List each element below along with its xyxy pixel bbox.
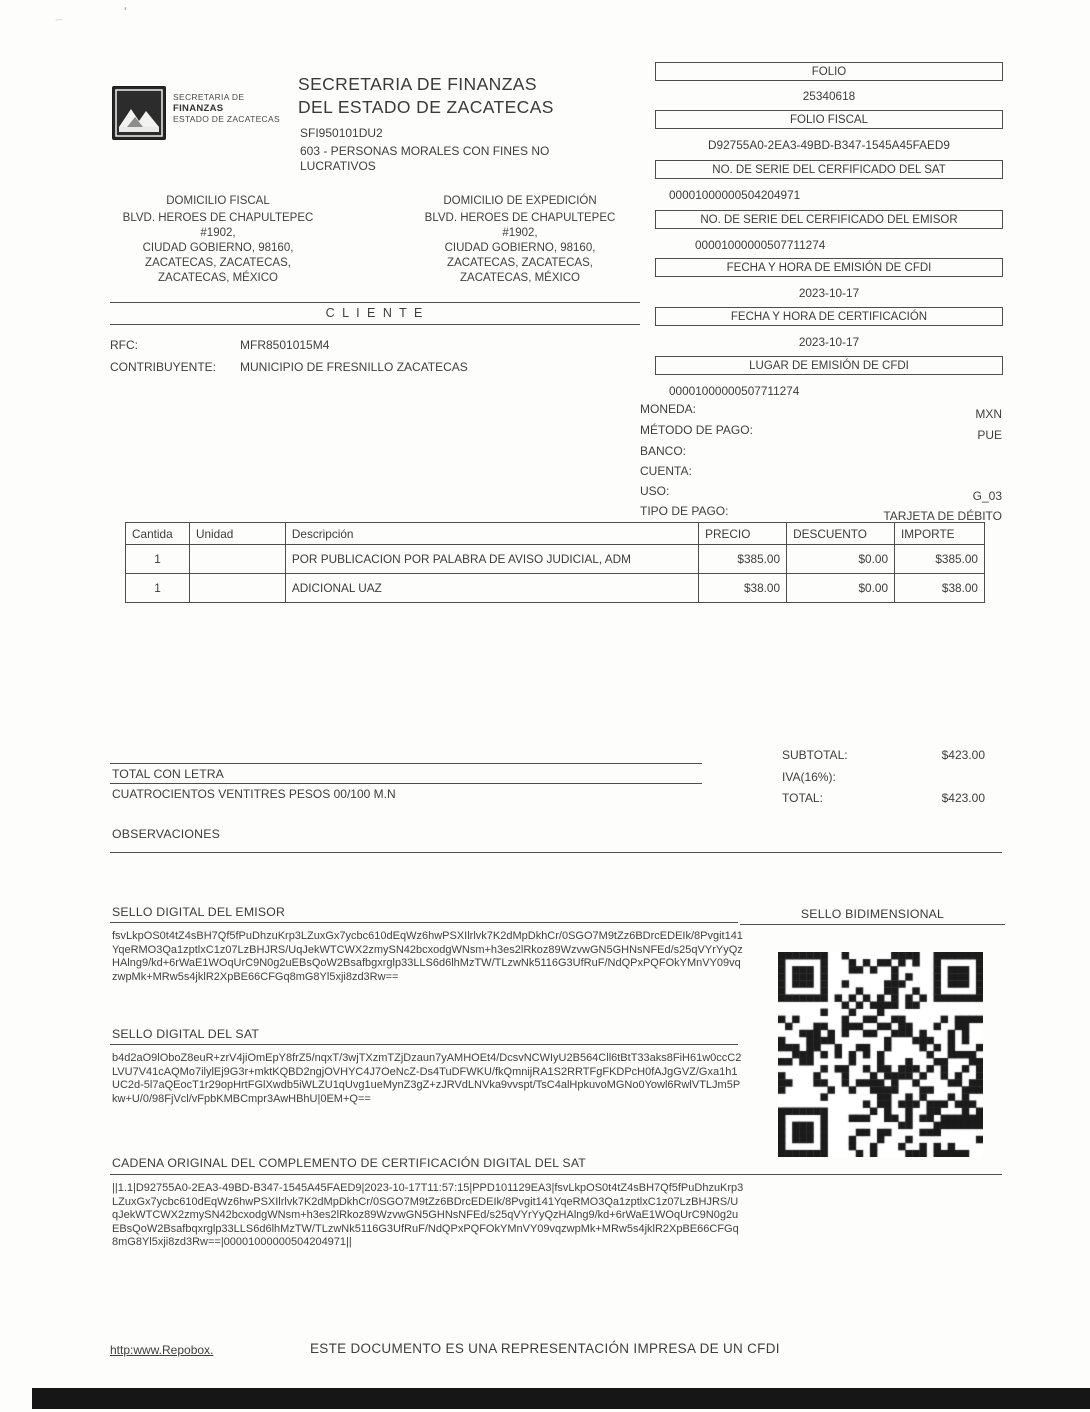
rfc-value: MFR8501015M4 — [240, 338, 330, 352]
cell-precio: $385.00 — [699, 545, 787, 574]
finanzas-logo — [112, 86, 166, 140]
fecha-emision-label: FECHA Y HORA DE EMISIÓN DE CFDI — [655, 258, 1003, 277]
tipo-pago-value: TARJETA DE DÉBITO — [883, 509, 1002, 523]
domicilio-expedicion-line: BLVD. HEROES DE CHAPULTEPEC — [424, 212, 616, 224]
cliente-section-title: C L I E N T E — [325, 306, 425, 320]
sello-bidimensional-title: SELLO BIDIMENSIONAL — [800, 907, 945, 921]
divider — [110, 324, 640, 325]
subtotal-row — [782, 748, 985, 762]
domicilio-expedicion-line: ZACATECAS, ZACATECAS, — [447, 257, 593, 269]
divider — [110, 1174, 1002, 1175]
fecha-emision-value: 2023-10-17 — [798, 286, 860, 300]
moneda-label: MONEDA: — [640, 402, 697, 416]
divider — [110, 852, 1002, 853]
tipo-pago-row — [640, 504, 1002, 523]
cell-precio: $38.00 — [699, 574, 787, 603]
header-importe: IMPORTE — [895, 523, 985, 545]
cell-importe: $385.00 — [895, 545, 985, 574]
serie-sat-label: NO. DE SERIE DEL CERFIFICADO DEL SAT — [655, 160, 1003, 179]
domicilio-expedicion — [405, 194, 635, 286]
banco-label: BANCO: — [640, 444, 687, 458]
logo-caption-line2: FINANZAS — [173, 103, 224, 114]
contribuyente-label: CONTRIBUYENTE: — [110, 360, 217, 374]
domicilio-expedicion-line: CIUDAD GOBIERNO, 98160, — [444, 242, 596, 254]
banco-row — [640, 444, 1002, 458]
items-table — [125, 522, 985, 603]
domicilio-fiscal-line: ZACATECAS, ZACATECAS, — [145, 257, 291, 269]
table-row — [126, 545, 985, 574]
cell-importe: $38.00 — [895, 574, 985, 603]
cadena-text: ||1.1|D92755A0-2EA3-49BD-B347-1545A45FAED9|2023-10-17T11:57:15|PPD101129EA3|fsvLkpOS0t4tZ4sBH7Qf5fPuDhzuKrp3LZuxGx7ycbc610dEqWz6hwPSXIlrlvk7K2dMpDkhCr/0SGO7M9tZz6BDrcEDEIk/8Pvgit141YqeRMO3Qa1zptlxC1z07LzBHJRS/UqJekWTCWX2zmySN42bcxodgWNsm+h3es2lRkoz89WzvwGN5GHNsNFEd/s25qVYrYyQzHAlng9/kd+6rWaE1WOqUrC9N0g2uEBsQoW2Bsafbqxrglp33LLS6d6lhMzTW/TLzwNk5116G3UfRuF/NdQPxPQFOkYMnVY09vqzwpMk+MRw5s4jklR2XpBE66CFGq8mG8Yl5xji8zd3Rw==|00001000000504204971|| — [112, 1182, 744, 1249]
total-row — [782, 791, 985, 805]
cell-cantidad: 1 — [126, 574, 190, 603]
scan-smudge: ~ — [53, 11, 65, 28]
divider — [110, 1044, 738, 1045]
cuenta-label: CUENTA: — [640, 464, 692, 478]
cell-descuento: $0.00 — [787, 574, 895, 603]
metodo-pago-label: MÉTODO DE PAGO: — [640, 423, 753, 437]
cell-descuento: $0.00 — [787, 545, 895, 574]
cuenta-row — [640, 464, 1002, 478]
serie-emisor-value: 00001000000507711274 — [695, 238, 826, 252]
domicilio-fiscal — [103, 194, 333, 286]
serie-emisor-label: NO. DE SERIE DEL CERFIFICADO DEL EMISOR — [655, 210, 1003, 229]
logo-caption-line3: ESTADO DE ZACATECAS — [173, 114, 280, 124]
contribuyente-value: MUNICIPIO DE FRESNILLO ZACATECAS — [240, 360, 468, 374]
qr-code — [778, 952, 983, 1157]
domicilio-fiscal-line: #1902, — [200, 227, 236, 239]
domicilio-fiscal-title: DOMICILIO FISCAL — [166, 195, 270, 207]
moneda-value: MXN — [975, 407, 1002, 421]
sello-emisor-text: fsvLkpOS0t4tZ4sBH7Qf5fPuDhzuKrp3LZuxGx7ycbc610dEqWz6hwPSXIlrlvk7K2dMpDkhCr/0SGO7M9tZz6BDrcEDEIk/8Pvgit141YqeRMO3Qa1zptlxC1z07LzBHJRS/UqJekWTCWX2zmySN42bcxodgWNsm+h3es2lRkoz89WzvwGN5GHNsNFEd/s25qVYrYyQzHAlng9/kd+6rWaE1WOqUrC9N0g2uEBsQoW2Bsafbgxrglp33LLS6d6lhMzTW/TLzwNk5116G3UfRuF/NdQPxPQFOkYMnVY09vqzwpMk+MRw5s4jklR2XpBE66CFGq8mG8Yl5xji8zd3Rw== — [112, 930, 743, 983]
serie-sat-value: 00001000000504204971 — [669, 188, 801, 202]
uso-value: G_03 — [972, 489, 1002, 503]
folio-value: 25340618 — [802, 89, 856, 103]
scan-mark: ʹ — [124, 4, 127, 19]
subtotal-label: SUBTOTAL: — [782, 748, 848, 762]
header-precio: PRECIO — [699, 523, 787, 545]
divider — [110, 302, 640, 303]
domicilio-fiscal-line: ZACATECAS, MÉXICO — [158, 272, 278, 284]
items-header-row — [126, 523, 985, 545]
domicilio-expedicion-line: ZACATECAS, MÉXICO — [460, 272, 580, 284]
issuer-title — [298, 73, 554, 119]
fecha-certificacion-value: 2023-10-17 — [798, 335, 860, 349]
header-descuento: DESCUENTO — [787, 523, 895, 545]
sello-sat-title: SELLO DIGITAL DEL SAT — [112, 1027, 260, 1041]
uso-row — [640, 484, 1002, 503]
divider — [110, 763, 702, 764]
folio-label: FOLIO — [655, 62, 1003, 81]
cell-descripcion: POR PUBLICACION POR PALABRA DE AVISO JUDICIAL, ADM — [285, 545, 698, 574]
sello-sat-text: b4d2aO9lOboZ8euR+zrV4jiOmEpY8frZ5/nqxT/3wjTXzmTZjDzaun7yAMHOEt4/DcsvNCWIyU2B564Cll6tBtT33aks8FiH61w0ccC2LVU7V41cAQMo7ilylEj9G3r+mktKQBD2ngjOVHYC4J7OeNcZ-Ds4TuDFWKU/fkQmnijRA1S2RRTFgFKDPcH0fAJgGVZ/Gxa1h1UC2d-5l7aQEocT1r29opHrtFGlXwdb5iWLZU1qUvg1ueMynZ3gZ+zJRVdLNVka9vvspt/TsC4alHpkuvoMGNo0Yowl6RwlVTLJm5Pkw+U/0/98FjVcl/vFpbKMBCmpr3AwHBhU|0EM+Q== — [112, 1052, 742, 1105]
header-unidad: Unidad — [189, 523, 285, 545]
logo-caption — [173, 92, 280, 125]
moneda-row — [640, 402, 1002, 421]
metodo-pago-value: PUE — [977, 428, 1002, 442]
cell-descripcion: ADICIONAL UAZ — [285, 574, 698, 603]
lugar-emision-label: LUGAR DE EMISIÓN DE CFDI — [655, 356, 1003, 375]
uso-label: USO: — [640, 484, 670, 498]
cell-unidad — [189, 574, 285, 603]
divider — [110, 922, 738, 923]
tipo-pago-label: TIPO DE PAGO: — [640, 504, 729, 518]
lugar-emision-value: 00001000000507711274 — [669, 384, 800, 398]
issuer-rfc: SFI950101DU2 — [300, 126, 383, 140]
sello-emisor-title: SELLO DIGITAL DEL EMISOR — [112, 905, 286, 919]
rfc-label: RFC: — [110, 338, 138, 352]
iva-row — [782, 770, 985, 784]
table-row — [126, 574, 985, 603]
cadena-title: CADENA ORIGINAL DEL COMPLEMENTO DE CERTIFICACIÓN DIGITAL DEL SAT — [112, 1156, 587, 1170]
cell-cantidad: 1 — [126, 545, 190, 574]
issuer-title-line1: SECRETARIA DE FINANZAS — [298, 74, 537, 94]
header-cantidad: Cantida — [126, 523, 190, 545]
total-label: TOTAL: — [782, 791, 823, 805]
header-descripcion: Descripción — [285, 523, 698, 545]
domicilio-fiscal-line: BLVD. HEROES DE CHAPULTEPEC — [122, 212, 314, 224]
domicilio-expedicion-line: #1902, — [502, 227, 538, 239]
issuer-title-line2: DEL ESTADO DE ZACATECAS — [298, 97, 554, 117]
domicilio-fiscal-line: CIUDAD GOBIERNO, 98160, — [142, 242, 294, 254]
observaciones-title: OBSERVACIONES — [112, 827, 221, 841]
divider — [110, 783, 702, 784]
domicilio-expedicion-title: DOMICILIO DE EXPEDICIÓN — [443, 195, 597, 207]
divider — [740, 924, 1005, 925]
footer-legend: ESTE DOCUMENTO ES UNA REPRESENTACIÓN IMPRESA DE UN CFDI — [310, 1341, 780, 1356]
issuer-regimen: 603 - PERSONAS MORALES CON FINES NO LUCRATIVOS — [300, 144, 550, 173]
subtotal-value: $423.00 — [941, 748, 985, 762]
total-letra-title: TOTAL CON LETRA — [112, 767, 224, 781]
fecha-certificacion-label: FECHA Y HORA DE CERTIFICACIÓN — [655, 307, 1003, 326]
total-value: $423.00 — [941, 791, 985, 805]
folio-fiscal-value: D92755A0-2EA3-49BD-B347-1545A45FAED9 — [708, 138, 950, 152]
cell-unidad — [189, 545, 285, 574]
metodo-pago-row — [640, 423, 1002, 442]
folio-fiscal-label: FOLIO FISCAL — [655, 110, 1003, 129]
logo-caption-line1: SECRETARIA DE — [173, 92, 245, 102]
mountains-icon — [113, 87, 165, 139]
iva-label: IVA(16%): — [782, 770, 836, 784]
repobox-link[interactable]: http:www.Repobox. — [110, 1343, 214, 1357]
bottom-black-bar — [32, 1388, 1090, 1409]
total-letra-text: CUATROCIENTOS VENTITRES PESOS 00/100 M.N — [112, 787, 396, 801]
